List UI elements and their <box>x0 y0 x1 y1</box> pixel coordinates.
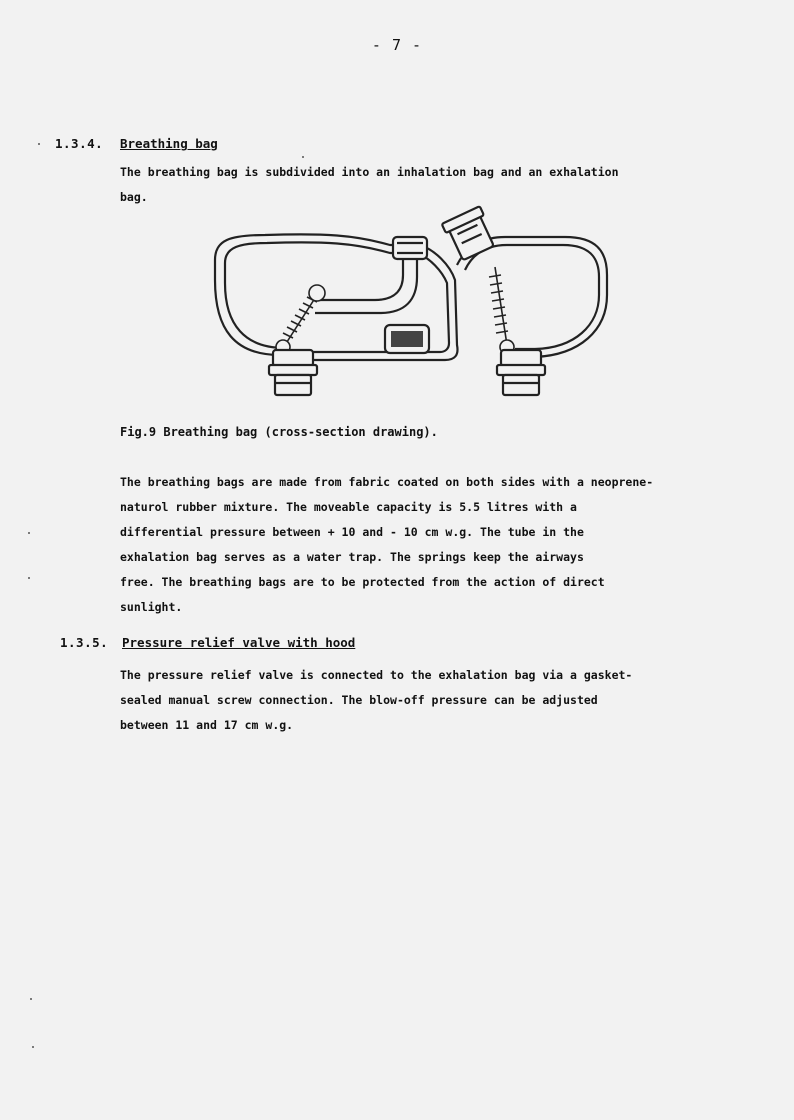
breathing-bag-cross-section-figure <box>205 205 615 410</box>
pressure-relief-valve-connector <box>442 206 498 262</box>
section-title-pressure-relief-valve: Pressure relief valve with hood <box>122 635 356 650</box>
scan-speck <box>28 532 30 534</box>
left-spring <box>276 285 325 354</box>
section-number-pressure-relief-valve: 1.3.5. <box>60 635 109 650</box>
section-number-breathing-bag: 1.3.4. <box>55 136 104 151</box>
scan-speck <box>38 143 40 145</box>
center-top-connector <box>393 237 427 259</box>
right-spring <box>489 267 514 354</box>
exhalation-port <box>497 350 545 395</box>
scan-speck <box>30 998 32 1000</box>
figure-caption: Fig.9 Breathing bag (cross-section drawing). <box>120 425 438 439</box>
breathing-bag-description: The breathing bags are made from fabric coated on both sides with a neoprene- naturol rubber mixture. The moveable capacity is 5.5 litres with a differential pressure between + 10 and - 10 cm w.g. The tube in the exhalation bag serves as a water trap. The springs keep the airways free. The breathing bags are to be protected from the action of direct sunlight. <box>120 475 654 614</box>
scan-speck <box>28 577 30 579</box>
scan-speck <box>32 1046 34 1048</box>
exhalation-bag-outline <box>457 237 607 357</box>
page-number: - 7 - <box>371 36 423 54</box>
pressure-relief-valve-description: The pressure relief valve is connected to the exhalation bag via a gasket- sealed manual screw connection. The blow-off pressure can be adjusted between 11 and 17 cm w.g. <box>120 668 633 732</box>
scan-speck <box>302 156 304 158</box>
breathing-bag-intro: The breathing bag is subdivided into an inhalation bag and an exhalation bag. <box>120 165 619 204</box>
inhalation-port <box>269 350 317 395</box>
section-title-breathing-bag: Breathing bag <box>120 136 218 151</box>
